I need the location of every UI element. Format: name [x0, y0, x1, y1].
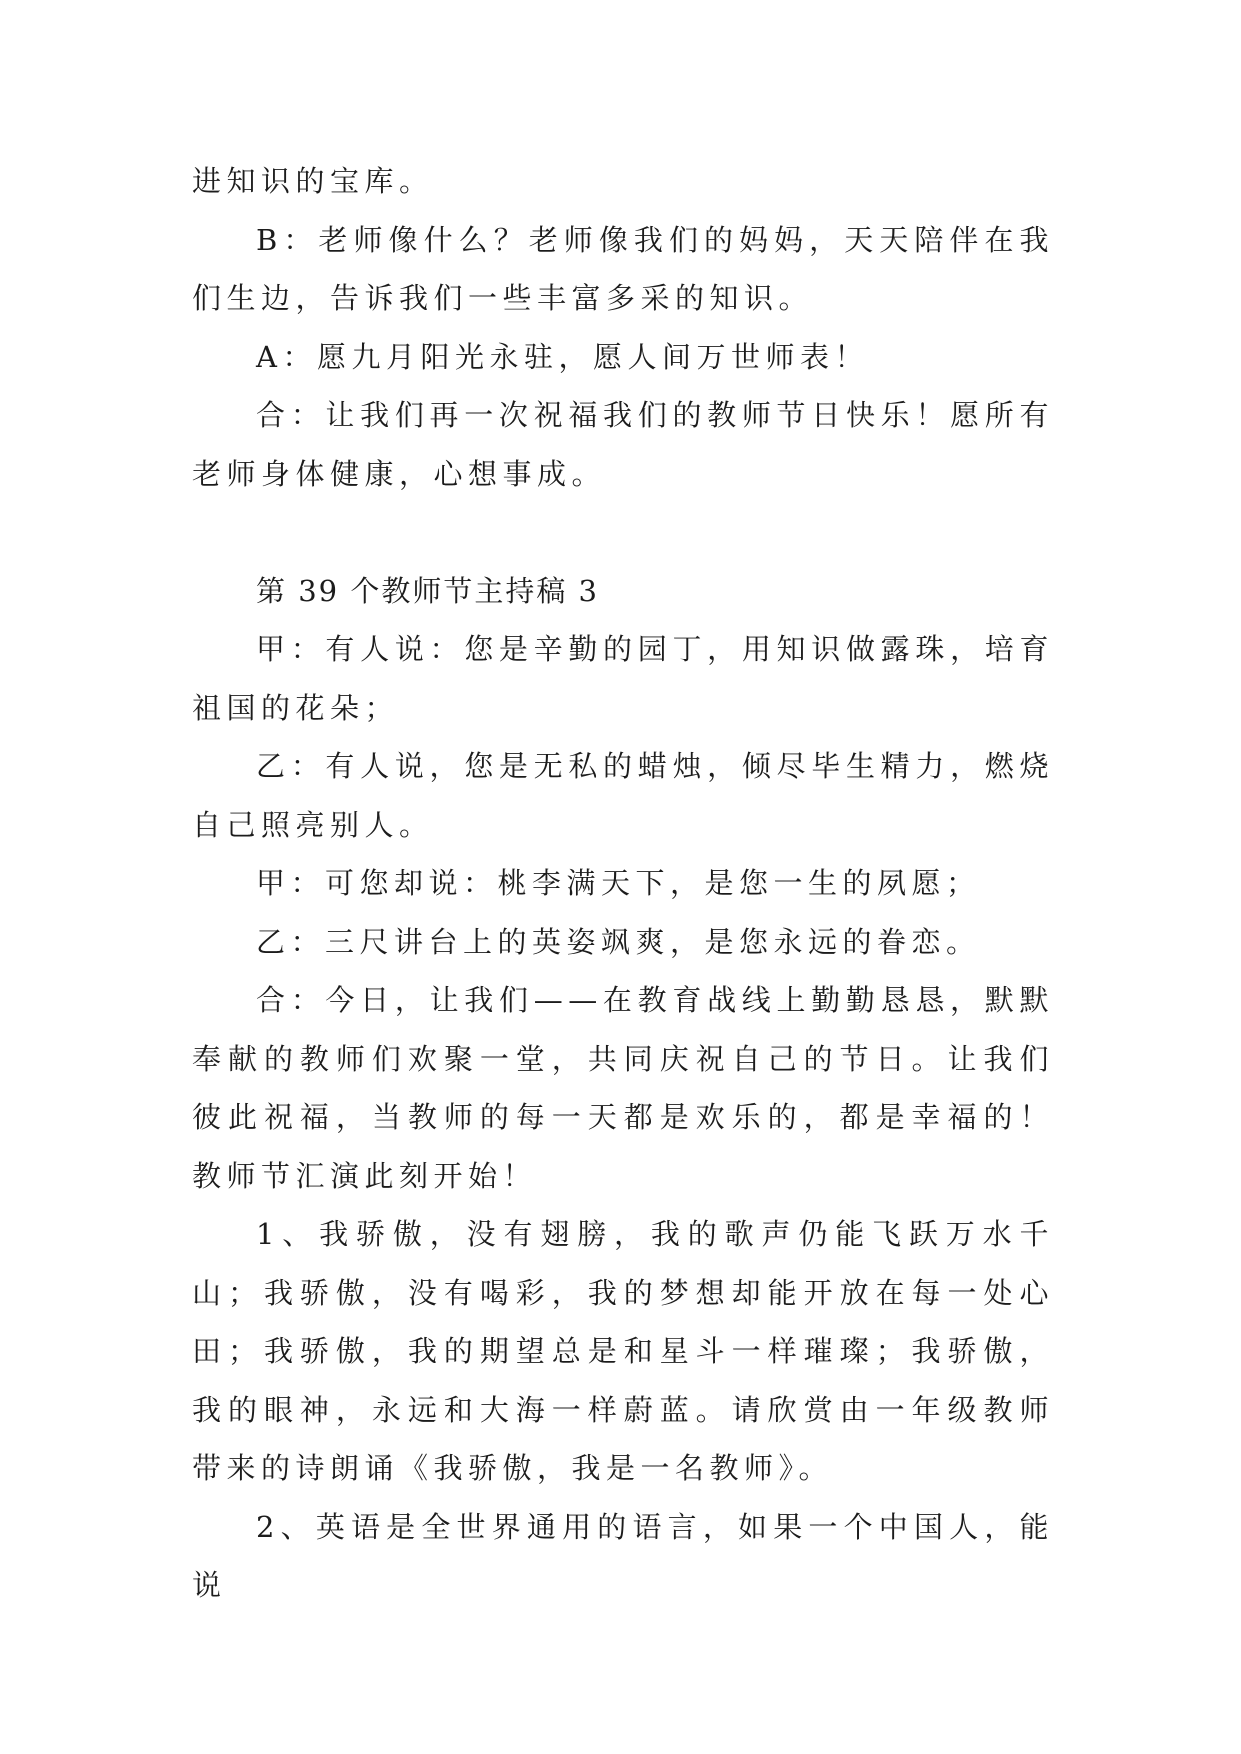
- dialogue-line: 乙：三尺讲台上的英姿飒爽，是您永远的眷恋。: [256, 924, 981, 959]
- program-item: 2、英语是全世界通用的语言，如果一个中国人，能说: [192, 1509, 1054, 1602]
- paragraph: 进知识的宝库。: [192, 164, 434, 198]
- dialogue-line: 甲：可您却说：桃李满天下，是您一生的夙愿；: [256, 866, 981, 900]
- program-item: 1、我骄傲，没有翅膀，我的歌声仍能飞跃万水千山；我骄傲，没有喝彩，我的梦想却能开放在每一处心田；我骄傲，我的期望总是和星斗一样璀璨；我骄傲，我的眼神，永远和大海一样蔚蓝。请欣赏由一年级教师带来的诗朗诵《我骄傲，我是一名教师》。: [192, 1217, 1054, 1485]
- paragraph: A：愿九月阳光永驻，愿人间万世师表！: [256, 339, 869, 374]
- paragraph: B：老师像什么？老师像我们的妈妈，天天陪伴在我们生边，告诉我们一些丰富多采的知识。: [192, 222, 1054, 315]
- dialogue-line: 合：今日，让我们——在教育战线上勤勤恳恳，默默奉献的教师们欢聚一堂，共同庆祝自己的节日。让我们彼此祝福，当教师的每一天都是欢乐的，都是幸福的！教师节汇演此刻开始！: [192, 983, 1054, 1193]
- section-title: 第 39 个教师节主持稿 3: [256, 573, 600, 608]
- dialogue-line: 甲：有人说：您是辛勤的园丁，用知识做露珠，培育祖国的花朵；: [192, 632, 1054, 725]
- dialogue-line: 乙：有人说，您是无私的蜡烛，倾尽毕生精力，燃烧自己照亮别人。: [192, 749, 1054, 842]
- document-body: [192, 152, 1054, 1615]
- paragraph: 合：让我们再一次祝福我们的教师节日快乐！愿所有老师身体健康，心想事成。: [192, 398, 1054, 491]
